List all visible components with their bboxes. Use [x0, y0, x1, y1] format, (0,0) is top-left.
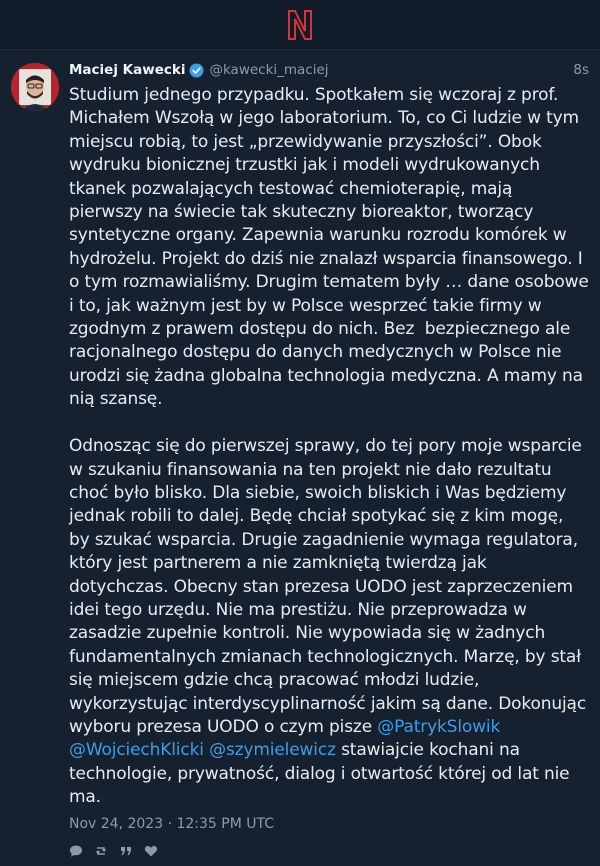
author-handle[interactable]: @kawecki_maciej	[209, 62, 329, 78]
heart-icon[interactable]	[144, 844, 158, 858]
avatar[interactable]	[11, 63, 59, 111]
tweet-time[interactable]: 8s	[573, 62, 589, 78]
retweet-icon[interactable]	[94, 844, 108, 858]
tweet-text	[69, 84, 594, 810]
nitter-logo[interactable]	[286, 9, 314, 41]
tweet-header	[69, 60, 589, 80]
top-bar	[0, 0, 600, 50]
mention-link[interactable]: @WojciechKlicki	[69, 740, 204, 761]
mention-link[interactable]: @szymielewicz	[209, 740, 336, 761]
tweet-paragraph-2-end: stawiajcie kochani na technologie, prywatność, dialog i otwartość której od lat nie ma.	[69, 740, 575, 808]
tweet-actions	[69, 844, 589, 858]
reply-icon[interactable]	[69, 844, 83, 858]
tweet-paragraph-2: Odnosząc się do pierwszej sprawy, do tej pory moje wsparcie w szukaniu finansowania na ten projekt nie dało rezultatu choć było blisko. Dla siebie, swoich bliskich i Was będziemy jednak robili to dalej. Będę chciał spotykać się z kim mogę, by szukać wsparcia. Drugie zagadnienie wymaga regulatora, który jest partnerem a nie zamkniętą twierdzą jak dotychczas. Obecny stan prezesa UODO jest zaprzeczeniem idei tego urzędu. Nie ma prestiżu. Nie przeprowadza w zasadzie zupełnie kontroli. Nie wypowiada się w żadnych fundamentalnych zmianach technologicznych. Marzę, by stał się miejscem gdzie chcą pracować młodzi ludzie, wykorzystując interdyscyplinarność jakim są dane. Dokonując wyboru prezesa UODO o czym pisze	[69, 436, 592, 737]
author-name[interactable]: Maciej Kawecki	[69, 62, 186, 78]
quote-icon[interactable]	[119, 844, 133, 858]
tweet-paragraph-1: Studium jednego przypadku. Spotkałem się wczoraj z prof. Michałem Wszołą w jego laboratorium. To, co Ci ludzie w tym miejscu robią, to jest „przewidywanie przyszłości”. Obok wydruku bionicznej trzustki jak i modeli wydrukowanych tkanek pozwalających testować chemioterapię, mają pierwszy na świecie tak skuteczny bioreaktor, tworzący syntetyczne organy. Zapewnia warunku rozrodu komórek w hydrożelu. Projekt do dziś nie znalazł wsparcia finansowego. I o tym rozmawialiśmy. Drugim tematem były … dane osobowe i to, jak ważnym jest by w Polsce wesprzeć takie firmy w zgodnym z prawem dostępu do nich. Bez bezpiecznego ale racjonalnego dostępu do danych medycznych w Polsce nie urodzi się żadna globalna technologia medyczna. A mamy na nią szansę.	[69, 85, 594, 410]
tweet-body	[69, 60, 594, 858]
tweet	[0, 50, 600, 866]
tweet-date[interactable]: Nov 24, 2023 · 12:35 PM UTC	[69, 815, 274, 832]
verified-badge-icon	[189, 63, 204, 78]
mention-link[interactable]: @PatrykSlowik	[377, 716, 501, 737]
